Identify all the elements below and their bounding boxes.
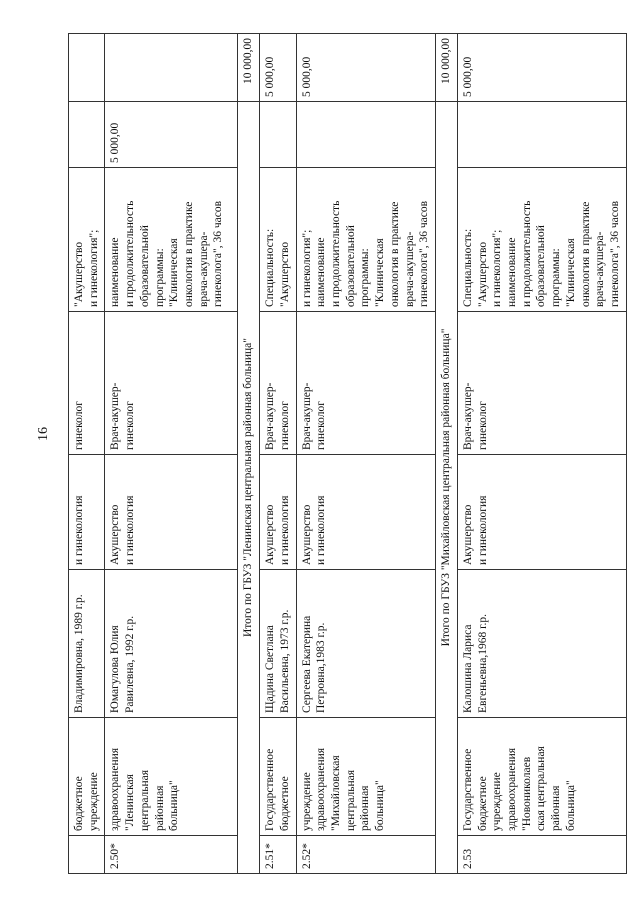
position-cell: Врач-акушер- гинеколог: [457, 312, 626, 455]
institution-cell: учреждение здравоохранения "Михайловская центральная районная больница": [296, 718, 435, 836]
specialty-cell: и гинекология: [69, 455, 105, 570]
program-cell: Специальность: "Акушерство и гинекология"; наименование и продолжительность образовательной программы: "Клиническая онкология в практике врача-акушера- гинеколога", 36 часов: [457, 168, 626, 312]
subtotal-label: Итого по ГБУЗ "Ленинская центральная районная больница": [238, 102, 260, 874]
recipient-name-cell: Щадина Светлана Васильевна, 1973 г.р.: [260, 570, 296, 718]
position-cell: Врач-акушер- гинеколог: [296, 312, 435, 455]
table-row: [69, 34, 105, 874]
page-number: 16: [36, 427, 51, 441]
amount-cell: [457, 102, 626, 168]
row-number: 2.52*: [296, 836, 435, 874]
subtotal-amount: 10 000,00: [436, 34, 458, 102]
position-cell: Врач-акушер- гинеколог: [260, 312, 296, 455]
program-cell: Специальность: "Акушерство: [260, 168, 296, 312]
amount-cell: 5 000,00: [105, 102, 238, 168]
program-cell: наименование и продолжительность образовательной программы: "Клиническая онкология в практике врача-акушера- гинеколога", 36 часов: [105, 168, 238, 312]
specialty-cell: Акушерство и гинекология: [457, 455, 626, 570]
total-cell: 5 000,00: [457, 34, 626, 102]
institution-cell: здравоохранения "Ленинская центральная районная больница": [105, 718, 238, 836]
recipient-name-cell: Сергеева Екатерина Петровна,1983 г.р.: [296, 570, 435, 718]
table-row: [105, 34, 238, 874]
program-cell: "Акушерство и гинекология";: [69, 168, 105, 312]
table-row: [260, 34, 296, 874]
institution-cell: бюджетное учреждение: [69, 718, 105, 836]
amount-cell: [69, 102, 105, 168]
total-cell: 5 000,00: [260, 34, 296, 102]
recipient-name-cell: Юмагулова Юлия Равилевна, 1992 г.р.: [105, 570, 238, 718]
specialty-cell: Акушерство и гинекология: [296, 455, 435, 570]
table-row: [457, 34, 626, 874]
grant-table: [68, 33, 627, 874]
subtotal-row: [238, 34, 260, 874]
subtotal-amount: 10 000,00: [238, 34, 260, 102]
total-cell: 5 000,00: [296, 34, 435, 102]
institution-cell: Государственное бюджетное: [260, 718, 296, 836]
institution-cell: Государственное бюджетное учреждение здравоохранения "Новониколаев ская центральная районная больница": [457, 718, 626, 836]
row-number: [69, 836, 105, 874]
program-cell: и гинекология"; наименование и продолжительность образовательной программы: "Клиническая онкология в практике врача-акушера- гинеколога", 36 часов: [296, 168, 435, 312]
amount-cell: [260, 102, 296, 168]
position-cell: Врач-акушер- гинеколог: [105, 312, 238, 455]
row-number: 2.50*: [105, 836, 238, 874]
subtotal-row: [436, 34, 458, 874]
total-cell: [69, 34, 105, 102]
specialty-cell: Акушерство и гинекология: [105, 455, 238, 570]
specialty-cell: Акушерство и гинекология: [260, 455, 296, 570]
subtotal-label: Итого по ГБУЗ "Михайловская центральная районная больница": [436, 102, 458, 874]
total-cell: [105, 34, 238, 102]
table-row: [296, 34, 435, 874]
rotated-table-wrapper: [68, 34, 621, 874]
recipient-name-cell: Калошина Лариса Евгеньевна,1968 г.р.: [457, 570, 626, 718]
amount-cell: [296, 102, 435, 168]
recipient-name-cell: Владимировна, 1989 г.р.: [69, 570, 105, 718]
position-cell: гинеколог: [69, 312, 105, 455]
row-number: 2.51*: [260, 836, 296, 874]
row-number: 2.53: [457, 836, 626, 874]
